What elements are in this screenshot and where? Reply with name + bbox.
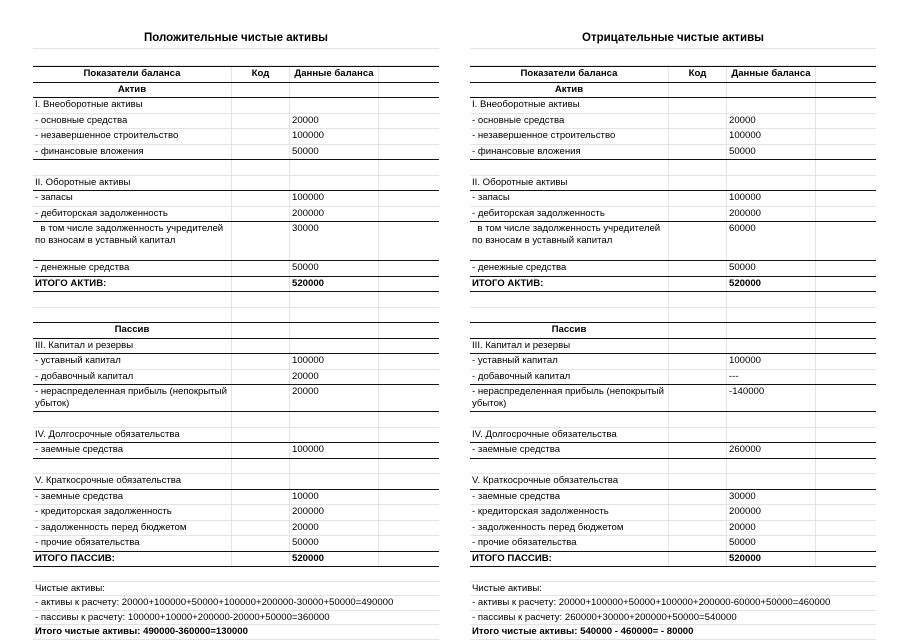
empty-cell	[668, 207, 726, 222]
row-value: 200000	[289, 505, 379, 520]
row-value: 30000	[726, 490, 816, 505]
total-assets-value: 520000	[726, 277, 816, 292]
row-label: II. Оборотные активы	[35, 176, 131, 188]
row-label: - основные средства	[35, 114, 128, 126]
row-label: - дебиторская задолженность	[472, 207, 605, 219]
table-row	[33, 474, 439, 490]
total-row	[33, 277, 439, 293]
table-row	[33, 521, 439, 537]
calc-result: Итого чистые активы: 540000 - 460000= - 80000	[470, 625, 876, 640]
table-row	[470, 222, 876, 261]
row-label: - уставный капитал	[35, 355, 121, 366]
empty-cell	[668, 339, 726, 354]
table-row	[33, 354, 439, 370]
column-header-indicators: Показатели баланса	[520, 68, 618, 79]
table-row	[33, 145, 439, 161]
spacer-row	[33, 308, 439, 324]
row-label: - добавочный капитал	[472, 370, 571, 382]
empty-cell	[668, 191, 726, 206]
empty-cell	[231, 521, 289, 536]
table-row	[470, 176, 876, 192]
empty-cell	[668, 490, 726, 505]
column-header-balance: Данные баланса	[726, 67, 816, 82]
total-row	[470, 552, 876, 568]
row-value: 20000	[289, 114, 379, 129]
empty-cell	[668, 114, 726, 129]
table-row	[33, 176, 439, 192]
row-label: - нераспределенная прибыль (непокрытый убыток)	[472, 386, 664, 409]
empty-cell	[289, 323, 379, 338]
empty-cell	[231, 459, 289, 474]
empty-cell	[231, 443, 289, 458]
empty-cell	[289, 308, 379, 323]
empty-cell	[668, 160, 726, 175]
empty-cell	[668, 443, 726, 458]
section-header-row	[33, 323, 439, 339]
empty-cell	[33, 308, 231, 323]
total-liab-label: ИТОГО ПАССИВ:	[35, 552, 115, 564]
total-assets-label: ИТОГО АКТИВ:	[35, 277, 107, 289]
table-row	[470, 261, 876, 277]
table-row	[33, 490, 439, 506]
spacer-row	[33, 292, 439, 308]
column-header-code: Код	[231, 67, 289, 82]
empty-cell	[231, 354, 289, 369]
positive-net-assets-sheet	[33, 28, 439, 640]
table-row	[470, 339, 876, 355]
row-value: -140000	[726, 385, 816, 411]
spacer-row	[470, 49, 876, 66]
row-value: 200000	[726, 207, 816, 222]
table-row	[33, 261, 439, 277]
spacer-row	[33, 459, 439, 475]
empty-cell	[231, 385, 289, 411]
row-label: - кредиторская задолженность	[472, 506, 609, 517]
row-value: 100000	[289, 191, 379, 206]
row-value: 200000	[726, 505, 816, 520]
row-value: 100000	[289, 443, 379, 458]
row-value: 50000	[726, 145, 816, 160]
calc-title: Чистые активы:	[33, 582, 439, 597]
empty-cell	[231, 552, 289, 567]
spacer-row	[470, 459, 876, 475]
empty-cell	[33, 459, 231, 474]
empty-cell	[231, 261, 289, 276]
row-label: V. Краткосрочные обязательства	[472, 475, 619, 486]
total-assets-value: 520000	[289, 277, 379, 292]
row-label: - кредиторская задолженность	[35, 506, 172, 517]
empty-cell	[726, 98, 816, 113]
table-row	[33, 443, 439, 459]
section-liab-label: Пассив	[114, 324, 150, 335]
row-value: 100000	[726, 191, 816, 206]
table-row	[33, 98, 439, 114]
row-label: V. Краткосрочные обязательства	[35, 475, 182, 486]
row-label: - заемные средства	[35, 490, 124, 502]
row-value: 100000	[289, 129, 379, 144]
table-header-row	[470, 66, 876, 83]
empty-cell	[668, 370, 726, 385]
empty-cell	[231, 505, 289, 520]
empty-cell	[289, 474, 379, 489]
spacer-row	[470, 567, 876, 582]
section-asset-label: Актив	[554, 83, 584, 95]
empty-cell	[668, 521, 726, 536]
row-value: ---	[726, 370, 816, 385]
row-label: - заемные средства	[472, 444, 561, 455]
row-value: 20000	[289, 370, 379, 385]
table-row	[470, 474, 876, 490]
row-label: III. Капитал и резервы	[35, 339, 134, 351]
empty-cell	[231, 412, 289, 427]
row-label: - задолженность перед бюджетом	[35, 521, 187, 533]
row-label: - запасы	[35, 192, 73, 203]
row-label: - уставный капитал	[472, 355, 558, 366]
total-assets-label: ИТОГО АКТИВ:	[472, 277, 544, 289]
empty-cell	[231, 370, 289, 385]
empty-cell	[289, 160, 379, 175]
row-value: 20000	[289, 521, 379, 536]
calc-result: Итого чистые активы: 490000-360000=130000	[33, 625, 439, 640]
empty-cell	[726, 83, 816, 98]
row-value: 10000	[289, 490, 379, 505]
empty-cell	[668, 323, 726, 338]
row-value: 100000	[726, 354, 816, 369]
empty-cell	[231, 428, 289, 443]
section-asset-label: Актив	[117, 83, 147, 95]
empty-cell	[726, 308, 816, 323]
row-label: I. Внеоборотные активы	[472, 99, 580, 110]
table-row	[33, 339, 439, 355]
calc-assets: - активы к расчету: 20000+100000+50000+100000+200000-30000+50000=490000	[33, 596, 439, 611]
total-row	[470, 277, 876, 293]
empty-cell	[668, 129, 726, 144]
row-label: - финансовые вложения	[472, 145, 581, 157]
empty-cell	[231, 292, 289, 307]
row-value: 20000	[289, 385, 379, 411]
row-label: - прочие обязательства	[35, 537, 140, 548]
spacer-row	[470, 160, 876, 176]
table-row	[470, 129, 876, 145]
row-value: 60000	[726, 222, 816, 260]
row-value: 50000	[289, 536, 379, 551]
empty-cell	[231, 474, 289, 489]
empty-cell	[470, 459, 668, 474]
section-header-row	[470, 323, 876, 339]
calc-title: Чистые активы:	[470, 582, 876, 597]
empty-cell	[231, 191, 289, 206]
row-value: 100000	[726, 129, 816, 144]
row-value: 260000	[726, 443, 816, 458]
spacer-row	[470, 292, 876, 308]
empty-cell	[668, 412, 726, 427]
total-liab-label: ИТОГО ПАССИВ:	[472, 552, 552, 564]
empty-cell	[289, 83, 379, 98]
empty-cell	[726, 339, 816, 354]
table-row	[470, 98, 876, 114]
empty-cell	[668, 98, 726, 113]
empty-cell	[231, 207, 289, 222]
table-row	[470, 145, 876, 161]
row-value: 50000	[289, 261, 379, 276]
row-label: - дебиторская задолженность	[35, 207, 168, 219]
empty-cell	[668, 428, 726, 443]
table-row	[470, 428, 876, 444]
total-liab-value: 520000	[289, 552, 379, 567]
table-row	[470, 207, 876, 223]
empty-cell	[668, 277, 726, 292]
empty-cell	[668, 308, 726, 323]
table-row	[470, 490, 876, 506]
row-value: 200000	[289, 207, 379, 222]
calc-liabilities: - пассивы к расчету: 260000+30000+200000+50000=540000	[470, 611, 876, 626]
table-row	[33, 385, 439, 412]
empty-cell	[470, 160, 668, 175]
row-value: 20000	[726, 521, 816, 536]
row-label: - незавершенное строительство	[472, 130, 616, 141]
negative-net-assets-sheet	[470, 28, 876, 640]
empty-cell	[231, 277, 289, 292]
row-label: IV. Долгосрочные обязательства	[472, 428, 617, 440]
empty-cell	[668, 474, 726, 489]
table-row	[33, 191, 439, 207]
row-label: - запасы	[472, 192, 510, 203]
row-label: - прочие обязательства	[472, 537, 577, 548]
empty-cell	[668, 83, 726, 98]
empty-cell	[289, 459, 379, 474]
section-header-row	[33, 83, 439, 99]
spacer-row	[33, 160, 439, 176]
table-row	[470, 370, 876, 386]
spacer-row	[470, 412, 876, 428]
empty-cell	[289, 176, 379, 191]
empty-cell	[470, 308, 668, 323]
row-label: III. Капитал и резервы	[472, 339, 571, 351]
table-row	[470, 443, 876, 459]
row-label: - задолженность перед бюджетом	[472, 521, 624, 533]
empty-cell	[231, 160, 289, 175]
row-label: - заемные средства	[35, 444, 124, 455]
row-label: - заемные средства	[472, 490, 561, 502]
row-label: - незавершенное строительство	[35, 130, 179, 141]
empty-cell	[668, 552, 726, 567]
table-row	[470, 385, 876, 412]
empty-cell	[668, 536, 726, 551]
empty-cell	[231, 536, 289, 551]
empty-cell	[726, 323, 816, 338]
empty-cell	[289, 412, 379, 427]
empty-cell	[231, 98, 289, 113]
spacer-row	[33, 412, 439, 428]
empty-cell	[231, 490, 289, 505]
row-value: 20000	[726, 114, 816, 129]
table-row	[470, 536, 876, 552]
empty-cell	[231, 129, 289, 144]
empty-cell	[289, 339, 379, 354]
row-label: в том числе задолженность учредителей по взносам в уставный капитал	[35, 223, 226, 246]
row-label: II. Оборотные активы	[472, 176, 568, 188]
empty-cell	[726, 474, 816, 489]
table-row	[33, 129, 439, 145]
empty-cell	[231, 176, 289, 191]
sheet-title: Отрицательные чистые активы	[470, 28, 876, 49]
table-row	[33, 536, 439, 552]
row-label: IV. Долгосрочные обязательства	[35, 428, 180, 440]
spacer-row	[470, 308, 876, 324]
empty-cell	[726, 428, 816, 443]
row-label: - финансовые вложения	[35, 145, 144, 157]
empty-cell	[231, 308, 289, 323]
empty-cell	[289, 428, 379, 443]
section-liab-label: Пассив	[551, 324, 587, 335]
empty-cell	[668, 176, 726, 191]
table-row	[33, 370, 439, 386]
total-liab-value: 520000	[726, 552, 816, 567]
column-header-indicators: Показатели баланса	[83, 68, 181, 79]
row-label: - добавочный капитал	[35, 370, 134, 382]
empty-cell	[668, 145, 726, 160]
column-header-balance: Данные баланса	[289, 67, 379, 82]
empty-cell	[33, 292, 231, 307]
table-row	[33, 222, 439, 261]
empty-cell	[33, 160, 231, 175]
row-value: 50000	[726, 261, 816, 276]
empty-cell	[470, 412, 668, 427]
calc-assets: - активы к расчету: 20000+100000+50000+100000+200000-60000+50000=460000	[470, 596, 876, 611]
table-row	[33, 114, 439, 130]
empty-cell	[231, 339, 289, 354]
table-row	[470, 521, 876, 537]
empty-cell	[726, 412, 816, 427]
row-label: - денежные средства	[35, 262, 130, 273]
spacer-row	[33, 567, 439, 582]
empty-cell	[289, 98, 379, 113]
empty-cell	[470, 292, 668, 307]
empty-cell	[33, 412, 231, 427]
table-header-row	[33, 66, 439, 83]
empty-cell	[231, 222, 289, 260]
row-label: - нераспределенная прибыль (непокрытый убыток)	[35, 386, 227, 409]
empty-cell	[668, 354, 726, 369]
column-header-code: Код	[668, 67, 726, 82]
table-row	[470, 354, 876, 370]
row-value: 50000	[726, 536, 816, 551]
empty-cell	[726, 176, 816, 191]
row-label: I. Внеоборотные активы	[35, 99, 143, 110]
empty-cell	[668, 459, 726, 474]
spacer-row	[33, 49, 439, 66]
row-value: 50000	[289, 145, 379, 160]
row-label: - основные средства	[472, 114, 565, 126]
calc-liabilities: - пассивы к расчету: 100000+10000+200000-20000+50000=360000	[33, 611, 439, 626]
empty-cell	[726, 292, 816, 307]
total-row	[33, 552, 439, 568]
empty-cell	[668, 505, 726, 520]
empty-cell	[668, 385, 726, 411]
table-row	[470, 505, 876, 521]
empty-cell	[668, 292, 726, 307]
empty-cell	[231, 323, 289, 338]
table-row	[33, 428, 439, 444]
empty-cell	[289, 292, 379, 307]
row-label: - денежные средства	[472, 262, 567, 273]
empty-cell	[231, 145, 289, 160]
empty-cell	[668, 261, 726, 276]
row-value: 100000	[289, 354, 379, 369]
row-label: в том числе задолженность учредителей по взносам в уставный капитал	[472, 223, 663, 246]
table-row	[470, 114, 876, 130]
sheet-title: Положительные чистые активы	[33, 28, 439, 49]
empty-cell	[231, 114, 289, 129]
table-row	[33, 505, 439, 521]
table-row	[470, 191, 876, 207]
empty-cell	[726, 160, 816, 175]
section-header-row	[470, 83, 876, 99]
empty-cell	[231, 83, 289, 98]
empty-cell	[726, 459, 816, 474]
table-row	[33, 207, 439, 223]
row-value: 30000	[289, 222, 379, 260]
empty-cell	[668, 222, 726, 260]
